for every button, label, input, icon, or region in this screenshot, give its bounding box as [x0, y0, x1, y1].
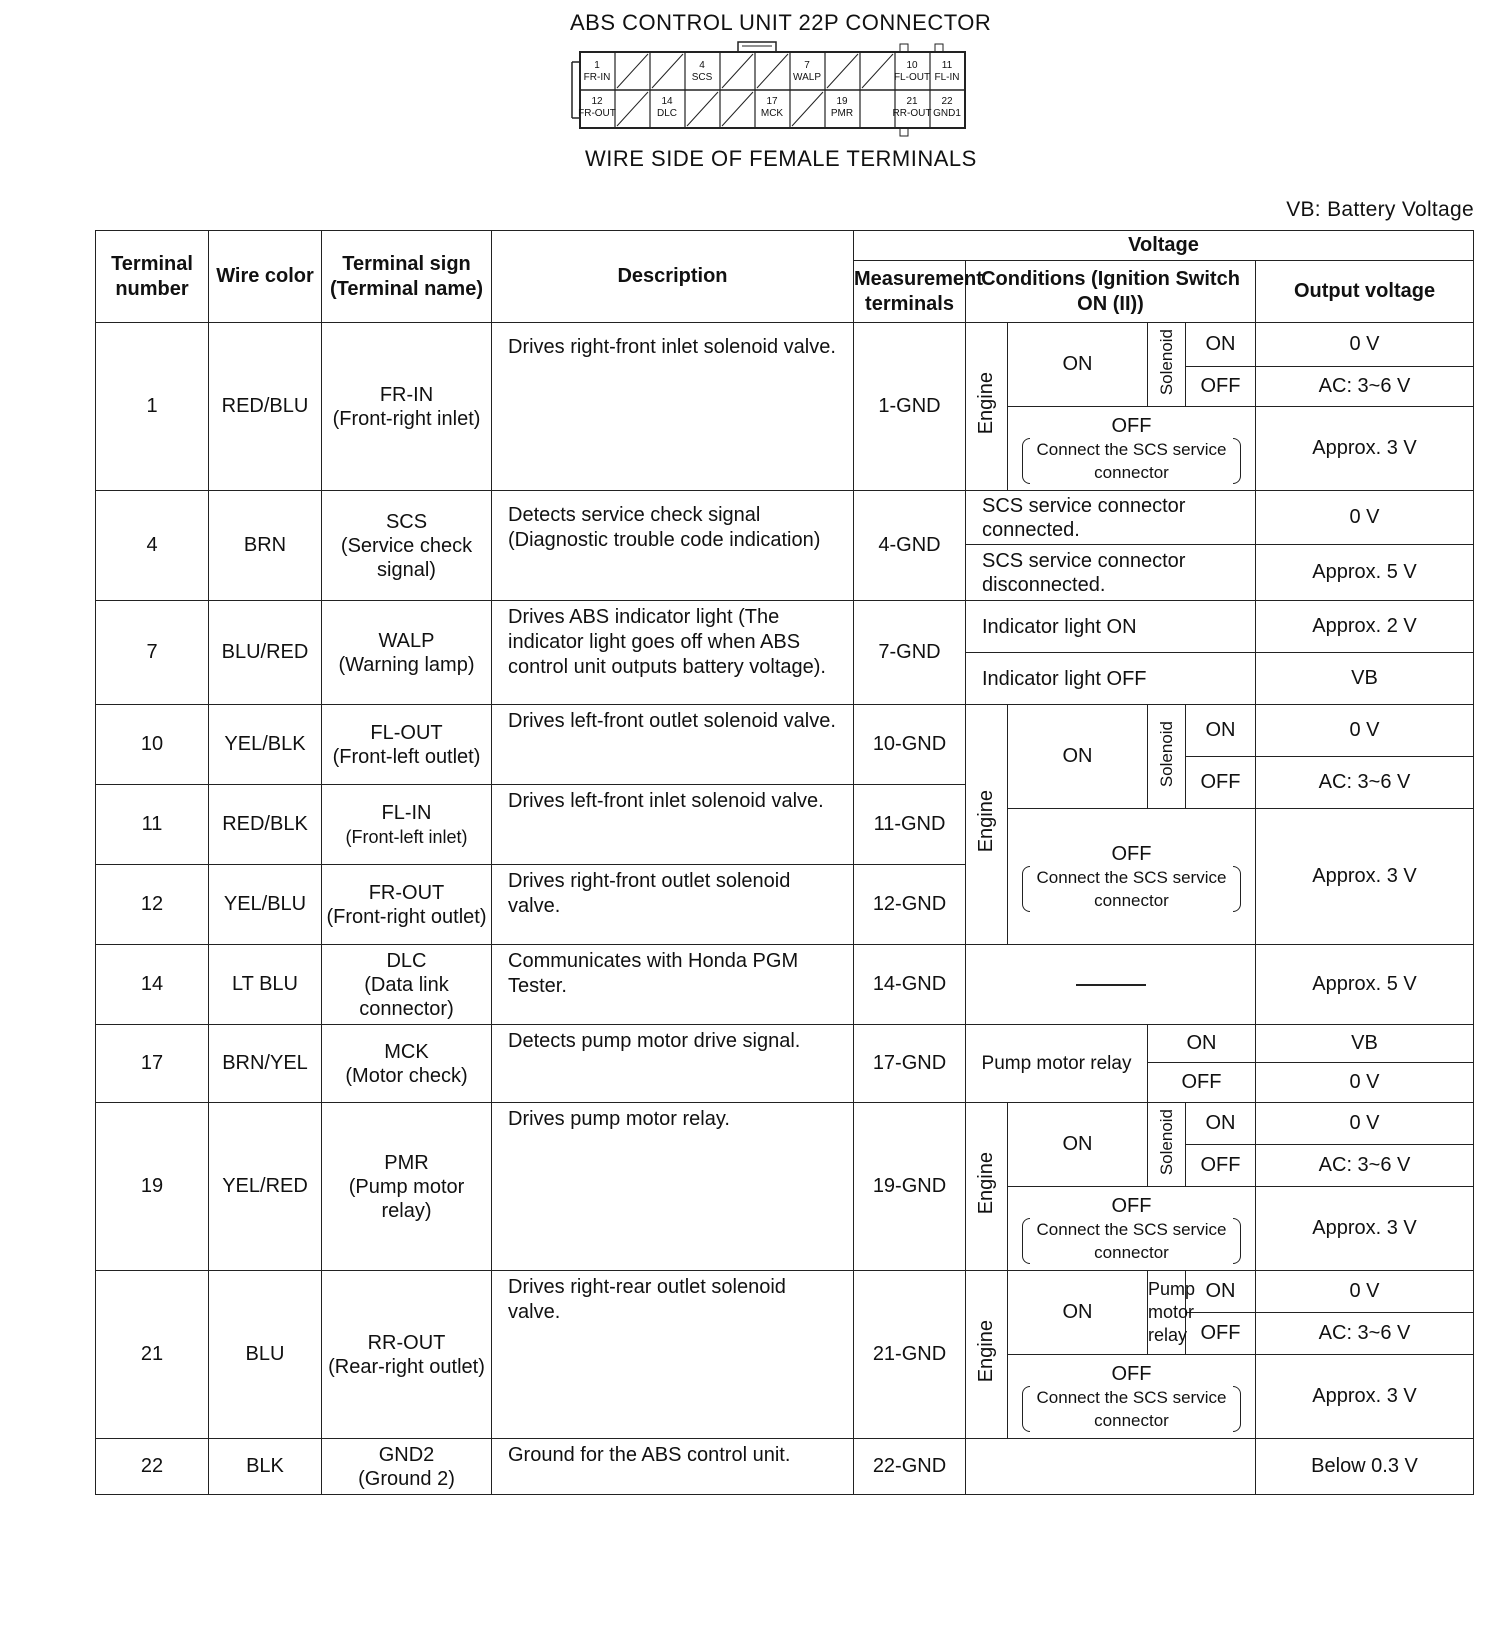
- connector-diagram: [570, 40, 990, 144]
- engine-label: Engine: [966, 1271, 1008, 1439]
- measurement-terminals: 1-GND: [854, 323, 966, 491]
- terminal-sign: PMR (Pump motor relay): [322, 1103, 492, 1271]
- terminal-sign: FL-OUT (Front-left outlet): [322, 705, 492, 785]
- terminal-sign: WALP (Warning lamp): [322, 601, 492, 705]
- pin-4-num: 4: [699, 60, 705, 71]
- description: Ground for the ABS control unit.: [492, 1439, 854, 1495]
- solenoid-off: OFF: [1186, 757, 1256, 809]
- pin-7-num: 7: [804, 60, 810, 71]
- output-voltage: 0 V: [1256, 1103, 1474, 1145]
- pin-12-num: 12: [591, 96, 603, 107]
- engine-off-scs: OFF Connect the SCS service connector: [1008, 1187, 1256, 1271]
- wire-color: YEL/BLU: [209, 865, 322, 945]
- table-row: [96, 1439, 1474, 1495]
- table-row: [96, 491, 1474, 545]
- measurement-terminals: 11-GND: [854, 785, 966, 865]
- description: Drives left-front outlet solenoid valve.: [492, 705, 854, 785]
- terminal-sign: RR-OUT (Rear-right outlet): [322, 1271, 492, 1439]
- measurement-terminals: 7-GND: [854, 601, 966, 705]
- pump-motor-relay-label: Pump motor relay: [966, 1025, 1148, 1103]
- terminal-sign: FL-IN (Front-left inlet): [322, 785, 492, 865]
- measurement-terminals: 10-GND: [854, 705, 966, 785]
- relay-on: ON: [1148, 1025, 1256, 1063]
- pin-10-sig: FL-OUT: [893, 72, 931, 83]
- output-voltage: Approx. 3 V: [1256, 1187, 1474, 1271]
- solenoid-on: ON: [1186, 705, 1256, 757]
- terminal-sign: DLC (Data link connector): [322, 945, 492, 1025]
- wire-color: YEL/RED: [209, 1103, 322, 1271]
- pin-17-num: 17: [766, 96, 778, 107]
- engine-off-scs: OFF Connect the SCS service connector: [1008, 1355, 1256, 1439]
- terminal-number: 10: [96, 705, 209, 785]
- col-conditions: Conditions (Ignition Switch ON (II)): [966, 261, 1256, 323]
- condition: Indicator light ON: [966, 601, 1256, 653]
- measurement-terminals: 17-GND: [854, 1025, 966, 1103]
- pin-10-num: 10: [906, 60, 918, 71]
- description: Detects pump motor drive signal.: [492, 1025, 854, 1103]
- description: Drives right-front outlet solenoid valve.: [492, 865, 854, 945]
- terminal-number: 17: [96, 1025, 209, 1103]
- terminal-number: 1: [96, 323, 209, 491]
- output-voltage: Approx. 3 V: [1256, 809, 1474, 945]
- output-voltage: 0 V: [1256, 323, 1474, 367]
- measurement-terminals: 22-GND: [854, 1439, 966, 1495]
- table-row: [96, 1271, 1474, 1313]
- solenoid-label: Solenoid: [1148, 323, 1186, 407]
- col-description: Description: [492, 231, 854, 323]
- table-row: [96, 705, 1474, 757]
- output-voltage: 0 V: [1256, 491, 1474, 545]
- output-voltage: Approx. 3 V: [1256, 1355, 1474, 1439]
- wire-color: RED/BLU: [209, 323, 322, 491]
- pin-21-sig: RR-OUT: [892, 108, 932, 119]
- terminal-number: 11: [96, 785, 209, 865]
- terminal-sign: [322, 323, 492, 491]
- pin-21-num: 21: [906, 96, 918, 107]
- wire-color: BRN/YEL: [209, 1025, 322, 1103]
- pin-19-sig: PMR: [830, 108, 854, 119]
- pin-11-sig: FL-IN: [934, 72, 960, 83]
- pin-17-sig: MCK: [760, 108, 784, 119]
- wire-color: BLU/RED: [209, 601, 322, 705]
- terminal-sign-name: (Front-right inlet): [332, 407, 481, 430]
- output-voltage: 0 V: [1256, 1063, 1474, 1103]
- solenoid-on: ON: [1186, 1103, 1256, 1145]
- terminal-sign: MCK (Motor check): [322, 1025, 492, 1103]
- measurement-terminals: 19-GND: [854, 1103, 966, 1271]
- output-voltage: VB: [1256, 653, 1474, 705]
- col-terminal-number: Terminal number: [96, 231, 209, 323]
- pin-12-sig: FR-OUT: [578, 108, 616, 119]
- output-voltage: AC: 3~6 V: [1256, 1145, 1474, 1187]
- pump-motor-relay-label: Pump motor relay: [1148, 1271, 1186, 1355]
- description: Communicates with Honda PGM Tester.: [492, 945, 854, 1025]
- output-voltage: 0 V: [1256, 705, 1474, 757]
- terminal-number: 7: [96, 601, 209, 705]
- pin-19-num: 19: [836, 96, 848, 107]
- pin-11-num: 11: [941, 60, 953, 71]
- engine-on: ON: [1008, 1271, 1148, 1355]
- wire-color: LT BLU: [209, 945, 322, 1025]
- condition: SCS service connector connected.: [966, 491, 1256, 545]
- terminal-number: 21: [96, 1271, 209, 1439]
- table-row: [96, 945, 1474, 1025]
- output-voltage: Approx. 2 V: [1256, 601, 1474, 653]
- engine-label: Engine: [966, 1103, 1008, 1271]
- solenoid-label: Solenoid: [1148, 1103, 1186, 1187]
- output-voltage: VB: [1256, 1025, 1474, 1063]
- measurement-terminals: 12-GND: [854, 865, 966, 945]
- relay-off: OFF: [1148, 1063, 1256, 1103]
- engine-on: ON: [1008, 323, 1148, 407]
- connector-title: ABS CONTROL UNIT 22P CONNECTOR: [570, 10, 992, 35]
- output-voltage: Approx. 5 V: [1256, 945, 1474, 1025]
- description: Detects service check signal (Diagnostic trouble code indication): [492, 491, 854, 601]
- wire-color: BLU: [209, 1271, 322, 1439]
- relay-on: ON: [1186, 1271, 1256, 1313]
- table-row: [96, 323, 1474, 367]
- pin-22-sig: GND1: [933, 108, 961, 119]
- connector-subtitle: WIRE SIDE OF FEMALE TERMINALS: [585, 146, 977, 171]
- description: Drives left-front inlet solenoid valve.: [492, 785, 854, 865]
- table-row: [96, 601, 1474, 653]
- terminal-number: 4: [96, 491, 209, 601]
- relay-off: OFF: [1186, 1313, 1256, 1355]
- terminal-number: 12: [96, 865, 209, 945]
- col-wire-color: Wire color: [209, 231, 322, 323]
- output-voltage: Approx. 3 V: [1256, 407, 1474, 491]
- condition: SCS service connector disconnected.: [966, 545, 1256, 601]
- empty-condition: [966, 1439, 1256, 1495]
- wire-color: BLK: [209, 1439, 322, 1495]
- table-row: [96, 1103, 1474, 1145]
- measurement-terminals: 21-GND: [854, 1271, 966, 1439]
- pin-4-sig: SCS: [691, 72, 713, 83]
- solenoid-on: ON: [1186, 323, 1256, 367]
- pin-1-num: 1: [594, 60, 600, 71]
- description: Drives ABS indicator light (The indicator light goes off when ABS control unit outputs battery voltage).: [492, 601, 854, 705]
- measurement-terminals: 4-GND: [854, 491, 966, 601]
- col-output-voltage: Output voltage: [1256, 261, 1474, 323]
- output-voltage: Below 0.3 V: [1256, 1439, 1474, 1495]
- solenoid-off: OFF: [1186, 367, 1256, 407]
- engine-on: ON: [1008, 705, 1148, 809]
- description: Drives right-front inlet solenoid valve.: [492, 323, 854, 491]
- engine-off-scs: OFF Connect the SCS service connector: [1008, 407, 1256, 491]
- wire-color: RED/BLK: [209, 785, 322, 865]
- col-terminal-sign: Terminal sign (Terminal name): [322, 231, 492, 323]
- vb-note: VB: Battery Voltage: [1286, 198, 1474, 221]
- pin-1-sig: FR-IN: [583, 72, 611, 83]
- table-row: [96, 1025, 1474, 1063]
- engine-on: ON: [1008, 1103, 1148, 1187]
- condition: Indicator light OFF: [966, 653, 1256, 705]
- terminal-number: 22: [96, 1439, 209, 1495]
- terminal-number: 14: [96, 945, 209, 1025]
- output-voltage: Approx. 5 V: [1256, 545, 1474, 601]
- terminal-sign: GND2 (Ground 2): [322, 1439, 492, 1495]
- output-voltage: AC: 3~6 V: [1256, 1313, 1474, 1355]
- solenoid-off: OFF: [1186, 1145, 1256, 1187]
- solenoid-label: Solenoid: [1148, 705, 1186, 809]
- description: Drives pump motor relay.: [492, 1103, 854, 1271]
- terminal-table: [95, 230, 1474, 1495]
- engine-label: Engine: [966, 323, 1008, 491]
- output-voltage: AC: 3~6 V: [1256, 367, 1474, 407]
- terminal-sign: FR-OUT (Front-right outlet): [322, 865, 492, 945]
- output-voltage: 0 V: [1256, 1271, 1474, 1313]
- pin-22-num: 22: [941, 96, 953, 107]
- no-condition: [966, 945, 1256, 1025]
- output-voltage: AC: 3~6 V: [1256, 757, 1474, 809]
- engine-off-scs: OFF Connect the SCS service connector: [1008, 809, 1256, 945]
- pin-14-sig: DLC: [656, 108, 678, 119]
- wire-color: BRN: [209, 491, 322, 601]
- pin-14-num: 14: [661, 96, 673, 107]
- terminal-sign-code: FR-IN: [379, 383, 434, 406]
- measurement-terminals: 14-GND: [854, 945, 966, 1025]
- col-measurement-terminals: Measurement terminals: [854, 261, 966, 323]
- col-voltage: Voltage: [854, 231, 1474, 261]
- description: Drives right-rear outlet solenoid valve.: [492, 1271, 854, 1439]
- terminal-sign: SCS (Service check signal): [322, 491, 492, 601]
- pin-7-sig: WALP: [793, 72, 821, 83]
- wire-color: YEL/BLK: [209, 705, 322, 785]
- terminal-number: 19: [96, 1103, 209, 1271]
- engine-label: Engine: [966, 705, 1008, 945]
